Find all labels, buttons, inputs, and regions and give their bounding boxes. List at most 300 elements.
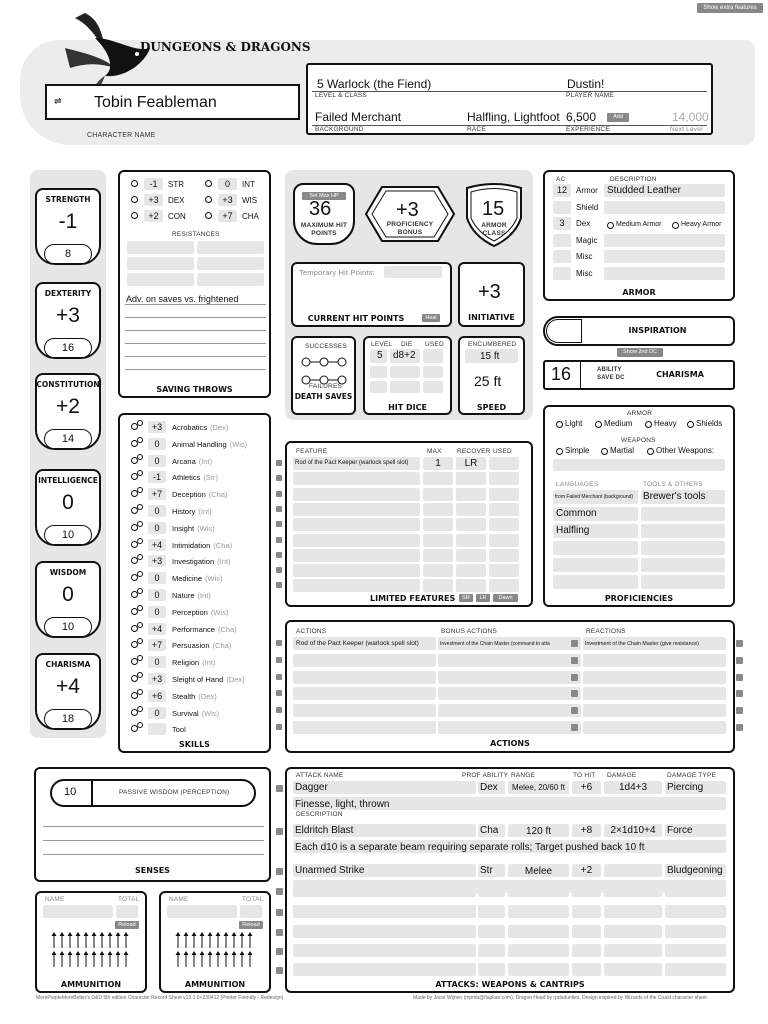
attack-name-box[interactable] xyxy=(293,884,476,897)
attack-ability-box[interactable] xyxy=(478,884,505,897)
row-menu-button[interactable] xyxy=(571,724,578,731)
heavy-armor-label: Heavy Armor xyxy=(681,221,722,228)
skill-value[interactable]: +3 xyxy=(151,422,163,432)
row-menu-button[interactable] xyxy=(276,674,282,680)
ability-name: INTELLIGENCE xyxy=(38,476,98,485)
player-name[interactable]: Dustin! xyxy=(567,77,605,91)
row-menu-button[interactable] xyxy=(736,640,743,647)
save-proficiency-toggle[interactable] xyxy=(131,180,138,187)
save-ability: STR xyxy=(168,180,184,189)
skill-ability: (Int) xyxy=(197,591,211,600)
speed-label: SPEED xyxy=(476,403,507,412)
skill-label: Acrobatics xyxy=(172,423,208,432)
lf-used-box[interactable] xyxy=(489,472,519,485)
row-menu-button[interactable] xyxy=(276,785,283,792)
row-menu-button[interactable] xyxy=(571,657,578,664)
encumbered-speed[interactable]: 15 ft xyxy=(480,351,500,362)
armor-prof-label: Medium xyxy=(604,419,633,428)
skill-label: Nature xyxy=(172,591,195,600)
save-proficiency-toggle[interactable] xyxy=(205,212,212,219)
lf-max-box[interactable] xyxy=(423,472,453,485)
attack-damage-type: Force xyxy=(667,825,693,836)
reload-button[interactable]: Reload xyxy=(239,921,263,929)
row-menu-button[interactable] xyxy=(276,909,283,916)
skill-value[interactable]: 0 xyxy=(154,438,160,449)
armor-desc-box[interactable] xyxy=(604,201,725,214)
skill-label: Stealth xyxy=(172,691,196,701)
skill-value[interactable]: +7 xyxy=(151,489,163,500)
temp-hp-input[interactable] xyxy=(384,266,442,278)
ammo-name-input[interactable] xyxy=(167,905,237,918)
skill-name xyxy=(172,490,228,499)
sr-button[interactable]: SR xyxy=(459,594,473,602)
skill-value[interactable]: +3 xyxy=(151,674,163,684)
row-menu-button[interactable] xyxy=(276,868,283,875)
save-proficiency-toggle[interactable] xyxy=(205,180,212,187)
armor-ac-box[interactable] xyxy=(553,267,571,280)
attack-name-box[interactable] xyxy=(293,963,476,976)
ammo-name-input[interactable] xyxy=(43,905,113,918)
saving-throws-title: SAVING THROWS xyxy=(156,385,233,394)
skill-ability: (Cha) xyxy=(213,540,233,550)
save-proficiency-toggle[interactable] xyxy=(205,196,212,203)
row-menu-button[interactable] xyxy=(276,828,283,835)
bonus-action-box[interactable] xyxy=(438,721,581,734)
ac-value[interactable]: 15 xyxy=(482,198,505,220)
row-menu-button[interactable] xyxy=(276,460,282,466)
row-menu-button[interactable] xyxy=(276,491,282,497)
attack-type-box[interactable] xyxy=(665,884,726,897)
reaction-box[interactable] xyxy=(583,671,726,684)
row-menu-button[interactable] xyxy=(276,552,282,558)
lf-max-col: MAX xyxy=(427,448,442,455)
add-xp-button[interactable]: Add xyxy=(607,113,629,122)
character-name[interactable]: Tobin Feableman xyxy=(94,94,217,111)
weapon-prof-checkbox[interactable] xyxy=(601,448,608,455)
level-class[interactable]: 5 Warlock (the Fiend) xyxy=(317,77,432,91)
attack-ability-box[interactable] xyxy=(478,963,505,976)
lf-recover-box[interactable] xyxy=(456,503,486,516)
attack-damage-type: Bludgeoning xyxy=(667,865,723,876)
skill-expertise-toggle[interactable] xyxy=(137,437,143,443)
tool-box[interactable] xyxy=(641,507,725,521)
skill-value[interactable]: +7 xyxy=(151,640,163,651)
attack-range-box[interactable] xyxy=(508,925,569,938)
lf-max-box[interactable] xyxy=(423,518,453,531)
hd-level[interactable]: 5 xyxy=(377,350,383,361)
skill-value[interactable]: 0 xyxy=(154,506,160,516)
lf-max: 1 xyxy=(435,458,441,469)
medium-armor-label: Medium Armor xyxy=(616,221,662,228)
action-box[interactable] xyxy=(293,721,436,734)
save-value[interactable]: +3 xyxy=(148,195,159,205)
skill-value[interactable]: +4 xyxy=(151,623,163,634)
skill-label: Intimidation xyxy=(172,540,211,550)
max-hp-label: MAXIMUM HIT POINTS xyxy=(300,222,348,237)
ammo-arrows-icon[interactable] xyxy=(51,930,141,970)
skills-title: SKILLS xyxy=(179,740,210,749)
row-menu-button[interactable] xyxy=(276,567,282,573)
row-menu-button[interactable] xyxy=(276,475,282,481)
skill-label: Persuasion xyxy=(172,641,210,651)
lf-max-box[interactable] xyxy=(423,549,453,562)
skill-ability: (Wis) xyxy=(197,523,215,533)
language-box[interactable] xyxy=(553,575,638,589)
attack-tohit-box[interactable] xyxy=(572,925,601,938)
armor-desc-col: DESCRIPTION xyxy=(610,176,657,183)
lf-used-box[interactable] xyxy=(489,579,519,592)
attack-type-box[interactable] xyxy=(665,944,726,957)
footer-right: Made by Joost Wijnen (mpmb@flapkan.com), Dragon Head by rpdodunlies, Design inspired by Wizards of the Coast character sheet xyxy=(413,995,707,1001)
row-menu-button[interactable] xyxy=(276,521,282,527)
attack-damage-box[interactable] xyxy=(604,905,662,918)
lf-max-box[interactable] xyxy=(423,534,453,547)
skill-name xyxy=(172,692,217,701)
failure-checkboxes[interactable] xyxy=(300,370,348,380)
failures-label: FAILURES xyxy=(309,383,343,390)
action-1: Rod of the Pact Keeper (warlock spell slot) xyxy=(296,640,419,647)
ammo-total-input[interactable] xyxy=(116,905,138,918)
row-menu-button[interactable] xyxy=(736,707,743,714)
skill-expertise-toggle[interactable] xyxy=(137,538,143,544)
save-ability: DEX xyxy=(168,196,185,205)
row-menu-button[interactable] xyxy=(571,707,578,714)
row-menu-button[interactable] xyxy=(276,690,282,696)
lf-feature-box[interactable] xyxy=(293,579,420,592)
reload-button[interactable]: Reload xyxy=(115,921,139,929)
armor-desc-box[interactable] xyxy=(604,250,725,263)
save-value[interactable]: +2 xyxy=(148,211,159,221)
attack-tohit-box[interactable] xyxy=(572,944,601,957)
tool-value[interactable]: Brewer's tools xyxy=(643,491,706,502)
background-value[interactable]: Failed Merchant xyxy=(315,110,402,124)
initiative-label: INITIATIVE xyxy=(468,313,515,322)
heavy-armor-radio[interactable] xyxy=(672,222,679,229)
experience-value[interactable]: 6,500 xyxy=(566,110,597,124)
skill-ability: (Cha) xyxy=(212,641,232,651)
lf-feature-box[interactable] xyxy=(293,472,420,485)
skill-expertise-toggle[interactable] xyxy=(137,504,143,510)
row-menu-button[interactable] xyxy=(276,929,283,936)
attack-description: Each d10 is a separate beam requiring separate rolls; Target pushed back 10 ft xyxy=(295,842,645,853)
attack-name-box[interactable] xyxy=(293,905,476,918)
ability-score[interactable]: 10 xyxy=(61,621,75,633)
lf-recover-box[interactable] xyxy=(456,488,486,501)
resistances-label: RESISTANCES xyxy=(172,231,220,238)
skill-value[interactable]: -1 xyxy=(152,472,161,483)
lf-used-col: USED xyxy=(493,448,512,455)
skill-label: Investigation xyxy=(172,557,215,567)
saving-throw-note[interactable]: Adv. on saves vs. frightened xyxy=(126,294,239,304)
lf-recover-box[interactable] xyxy=(456,564,486,577)
skill-expertise-toggle[interactable] xyxy=(137,521,143,527)
lf-feature-col: FEATURE xyxy=(296,448,328,455)
save-value[interactable]: 0 xyxy=(224,179,230,189)
ability-score[interactable]: 10 xyxy=(61,529,75,541)
attack-tohit-box[interactable] xyxy=(572,905,601,918)
show-2nd-dc-button[interactable]: Show 2nd DC xyxy=(617,348,663,357)
hd-die[interactable]: d8+2 xyxy=(393,350,416,361)
attack-range-box[interactable] xyxy=(508,963,569,976)
attack-tohit: +6 xyxy=(580,782,593,793)
weapon-prof-checkbox[interactable] xyxy=(556,448,563,455)
save-proficiency-toggle[interactable] xyxy=(131,212,138,219)
lf-used-box[interactable] xyxy=(489,503,519,516)
row-menu-button[interactable] xyxy=(571,690,578,697)
tool-box[interactable] xyxy=(641,575,725,589)
success-checkboxes[interactable] xyxy=(300,352,348,362)
skill-label: Insight xyxy=(172,523,195,533)
successes-label: SUCCESSES xyxy=(305,343,347,350)
armor-desc-box[interactable] xyxy=(604,234,725,247)
attack-tohit-box[interactable] xyxy=(572,884,601,897)
attack-tohit-box[interactable] xyxy=(572,963,601,976)
attack-type-box[interactable] xyxy=(665,905,726,918)
skill-value[interactable]: 0 xyxy=(154,707,160,718)
bonus-action-box[interactable] xyxy=(438,654,581,667)
set-max-hp-button[interactable]: Set Max HP xyxy=(302,192,346,200)
action-box[interactable] xyxy=(293,704,436,717)
row-menu-button[interactable] xyxy=(276,506,282,512)
skill-expertise-toggle[interactable] xyxy=(137,454,143,460)
skill-label: Survival xyxy=(172,708,199,718)
ammo-arrows-icon[interactable] xyxy=(175,930,265,970)
atk-range-col: RANGE xyxy=(511,772,536,779)
attack-desc-label: DESCRIPTION xyxy=(296,811,343,818)
armor-ac-box[interactable] xyxy=(553,250,571,263)
skill-expertise-toggle[interactable] xyxy=(137,420,143,426)
armor-type-label: Magic xyxy=(576,235,598,245)
tool-box[interactable] xyxy=(641,524,725,538)
save-value[interactable]: +7 xyxy=(222,211,233,221)
lr-button[interactable]: LR xyxy=(476,594,490,602)
tool-box[interactable] xyxy=(641,541,725,555)
skill-label: Performance xyxy=(172,624,215,634)
lf-feature-box[interactable] xyxy=(293,488,420,501)
lf-used-box[interactable] xyxy=(489,488,519,501)
attack-damage-box[interactable] xyxy=(604,944,662,957)
reaction-box[interactable] xyxy=(583,654,726,667)
actions-title: ACTIONS xyxy=(490,739,530,748)
row-menu-button[interactable] xyxy=(571,674,578,681)
attack-ability: Cha xyxy=(480,825,499,836)
level-class-label: LEVEL & CLASS xyxy=(315,92,367,99)
language-box[interactable] xyxy=(553,558,638,572)
bonus-action-box[interactable] xyxy=(438,704,581,717)
skill-value[interactable]: +3 xyxy=(151,556,163,567)
save-proficiency-toggle[interactable] xyxy=(131,196,138,203)
bonus-action-1: Investment of the Chain Master (command to atta xyxy=(440,641,550,647)
lf-feature-box[interactable] xyxy=(293,564,420,577)
lf-used-box[interactable] xyxy=(489,534,519,547)
row-menu-button[interactable] xyxy=(276,640,282,646)
skill-name xyxy=(172,591,211,600)
row-menu-button[interactable] xyxy=(276,582,282,588)
skill-value[interactable]: +4 xyxy=(151,539,163,550)
lf-used-box[interactable] xyxy=(489,564,519,577)
attack-range-box[interactable] xyxy=(508,905,569,918)
skill-label: Arcana xyxy=(172,456,196,466)
action-box[interactable] xyxy=(293,687,436,700)
skill-expertise-toggle[interactable] xyxy=(137,588,143,594)
armor-ac-box[interactable] xyxy=(553,201,571,214)
skill-expertise-toggle[interactable] xyxy=(137,605,143,611)
show-extra-features-button[interactable]: Show extra features xyxy=(697,3,763,13)
heal-button[interactable]: Heal xyxy=(422,314,440,322)
attack-range-box[interactable] xyxy=(508,944,569,957)
skill-value[interactable]: 0 xyxy=(154,590,160,600)
attack-damage-box[interactable] xyxy=(604,864,662,877)
armor-prof-checkbox[interactable] xyxy=(645,421,652,428)
skill-name xyxy=(172,423,228,432)
row-menu-button[interactable] xyxy=(571,640,578,647)
menu-icon[interactable]: ⇌ xyxy=(54,96,62,106)
skill-ability: (Dex) xyxy=(210,423,229,432)
skill-value[interactable]: 0 xyxy=(154,573,160,584)
attack-damage-box[interactable] xyxy=(604,963,662,976)
row-menu-button[interactable] xyxy=(276,657,282,663)
skill-ability: (Dex) xyxy=(226,675,245,684)
lf-recover-box[interactable] xyxy=(456,579,486,592)
inspiration-box[interactable] xyxy=(546,319,582,343)
lf-max-box[interactable] xyxy=(423,564,453,577)
actions-col: ACTIONS xyxy=(296,628,327,635)
ability-score[interactable]: 18 xyxy=(61,713,75,725)
lf-recover-box[interactable] xyxy=(456,518,486,531)
race-value[interactable]: Halfling, Lightfoot xyxy=(467,110,560,124)
lf-used-box[interactable] xyxy=(489,518,519,531)
skill-label: Medicine xyxy=(172,574,203,584)
row-menu-button[interactable] xyxy=(736,724,743,731)
attack-type-box[interactable] xyxy=(665,925,726,938)
save-value[interactable]: -1 xyxy=(149,179,158,189)
weapon-prof-label: Martial xyxy=(610,446,635,455)
armor-ac-box[interactable] xyxy=(553,234,571,247)
ability-score[interactable]: 8 xyxy=(64,248,72,260)
max-hp-value[interactable]: 36 xyxy=(309,198,332,220)
action-box[interactable] xyxy=(293,671,436,684)
lf-recover-box[interactable] xyxy=(456,472,486,485)
row-menu-button[interactable] xyxy=(736,674,743,681)
atk-name-col: ATTACK NAME xyxy=(296,772,344,779)
attack-ability-box[interactable] xyxy=(478,944,505,957)
lf-feature-box[interactable] xyxy=(293,534,420,547)
lf-feature-box[interactable] xyxy=(293,549,420,562)
lf-max-box[interactable] xyxy=(423,503,453,516)
ability-modifier: 0 xyxy=(62,491,74,514)
lf-max-box[interactable] xyxy=(423,579,453,592)
tools-source: from Failed Merchant (background) xyxy=(555,494,634,500)
action-box[interactable] xyxy=(293,654,436,667)
ability-score[interactable]: 16 xyxy=(61,342,75,354)
lf-feature-box[interactable] xyxy=(293,518,420,531)
armor-type-label: Dex xyxy=(576,219,591,228)
save-ability: INT xyxy=(242,180,255,189)
row-menu-button[interactable] xyxy=(276,724,282,730)
armor-prof-label: Light xyxy=(565,419,583,428)
language-box[interactable] xyxy=(553,541,638,555)
row-menu-button[interactable] xyxy=(276,888,283,895)
skill-name xyxy=(172,440,247,449)
skill-value[interactable]: +6 xyxy=(151,690,163,701)
skill-expertise-toggle[interactable] xyxy=(137,689,143,695)
weapon-prof-checkbox[interactable] xyxy=(647,448,654,455)
armor-type-label: Shield xyxy=(576,202,599,212)
attack-damage-box[interactable] xyxy=(604,884,662,897)
attack-range-box[interactable] xyxy=(508,884,569,897)
lf-used-box[interactable] xyxy=(489,549,519,562)
ability-name: CHARISMA xyxy=(45,660,91,669)
tools-label: TOOLS & OTHERS xyxy=(643,481,703,488)
attack-name-box[interactable] xyxy=(293,944,476,957)
bonus-action-box[interactable] xyxy=(438,687,581,700)
row-menu-button[interactable] xyxy=(276,707,282,713)
skill-ability: (Dex) xyxy=(198,691,217,701)
armor-prof-checkbox[interactable] xyxy=(595,421,602,428)
reaction-box[interactable] xyxy=(583,721,726,734)
hd-used-label: USED xyxy=(425,341,444,348)
reaction-box[interactable] xyxy=(583,687,726,700)
attack-damage-box[interactable] xyxy=(604,925,662,938)
attack-type-box[interactable] xyxy=(665,963,726,976)
attack-name-box[interactable] xyxy=(293,925,476,938)
proficiency-value: +3 xyxy=(396,199,419,221)
armor-prof-checkbox[interactable] xyxy=(556,421,563,428)
armor-prof-checkbox[interactable] xyxy=(687,421,694,428)
skill-value[interactable]: 0 xyxy=(154,522,160,533)
skill-value[interactable]: 0 xyxy=(154,657,160,668)
speed-value[interactable]: 25 ft xyxy=(474,373,502,389)
lf-recover-box[interactable] xyxy=(456,549,486,562)
save-value[interactable]: +3 xyxy=(222,195,233,205)
attack-range: 120 ft xyxy=(525,826,552,837)
attack-tohit: +2 xyxy=(580,865,593,876)
next-level-label: Next Level xyxy=(670,126,703,133)
skill-ability: (Str) xyxy=(203,473,218,483)
skill-expertise-toggle[interactable] xyxy=(137,672,143,678)
reaction-box[interactable] xyxy=(583,704,726,717)
row-menu-button[interactable] xyxy=(736,690,743,697)
row-menu-button[interactable] xyxy=(276,948,283,955)
ammo-total-input[interactable] xyxy=(240,905,262,918)
row-menu-button[interactable] xyxy=(736,657,743,664)
lf-used-box[interactable] xyxy=(489,457,519,470)
lf-recover-box[interactable] xyxy=(456,534,486,547)
lf-max-box[interactable] xyxy=(423,488,453,501)
skill-value[interactable]: 0 xyxy=(154,606,160,617)
race-label: RACE xyxy=(467,126,486,133)
skill-name xyxy=(172,709,219,718)
attack-ability-box[interactable] xyxy=(478,905,505,918)
skill-ability: (Int) xyxy=(198,507,212,516)
skill-name xyxy=(172,608,228,617)
skill-value[interactable]: 0 xyxy=(154,455,160,466)
tool-box[interactable] xyxy=(641,558,725,572)
medium-armor-radio[interactable] xyxy=(607,222,614,229)
ability-score[interactable]: 14 xyxy=(61,433,75,445)
row-menu-button[interactable] xyxy=(276,967,283,974)
skill-name xyxy=(172,675,245,684)
skill-expertise-toggle[interactable] xyxy=(137,622,143,628)
lf-feature-box[interactable] xyxy=(293,503,420,516)
row-menu-button[interactable] xyxy=(276,537,282,543)
bonus-action-box[interactable] xyxy=(438,671,581,684)
attack-ability-box[interactable] xyxy=(478,925,505,938)
armor-desc-box[interactable] xyxy=(604,267,725,280)
armor-prof-label: Heavy xyxy=(654,419,677,428)
skill-expertise-toggle[interactable] xyxy=(137,706,143,712)
dawn-button[interactable]: Dawn xyxy=(493,594,518,602)
